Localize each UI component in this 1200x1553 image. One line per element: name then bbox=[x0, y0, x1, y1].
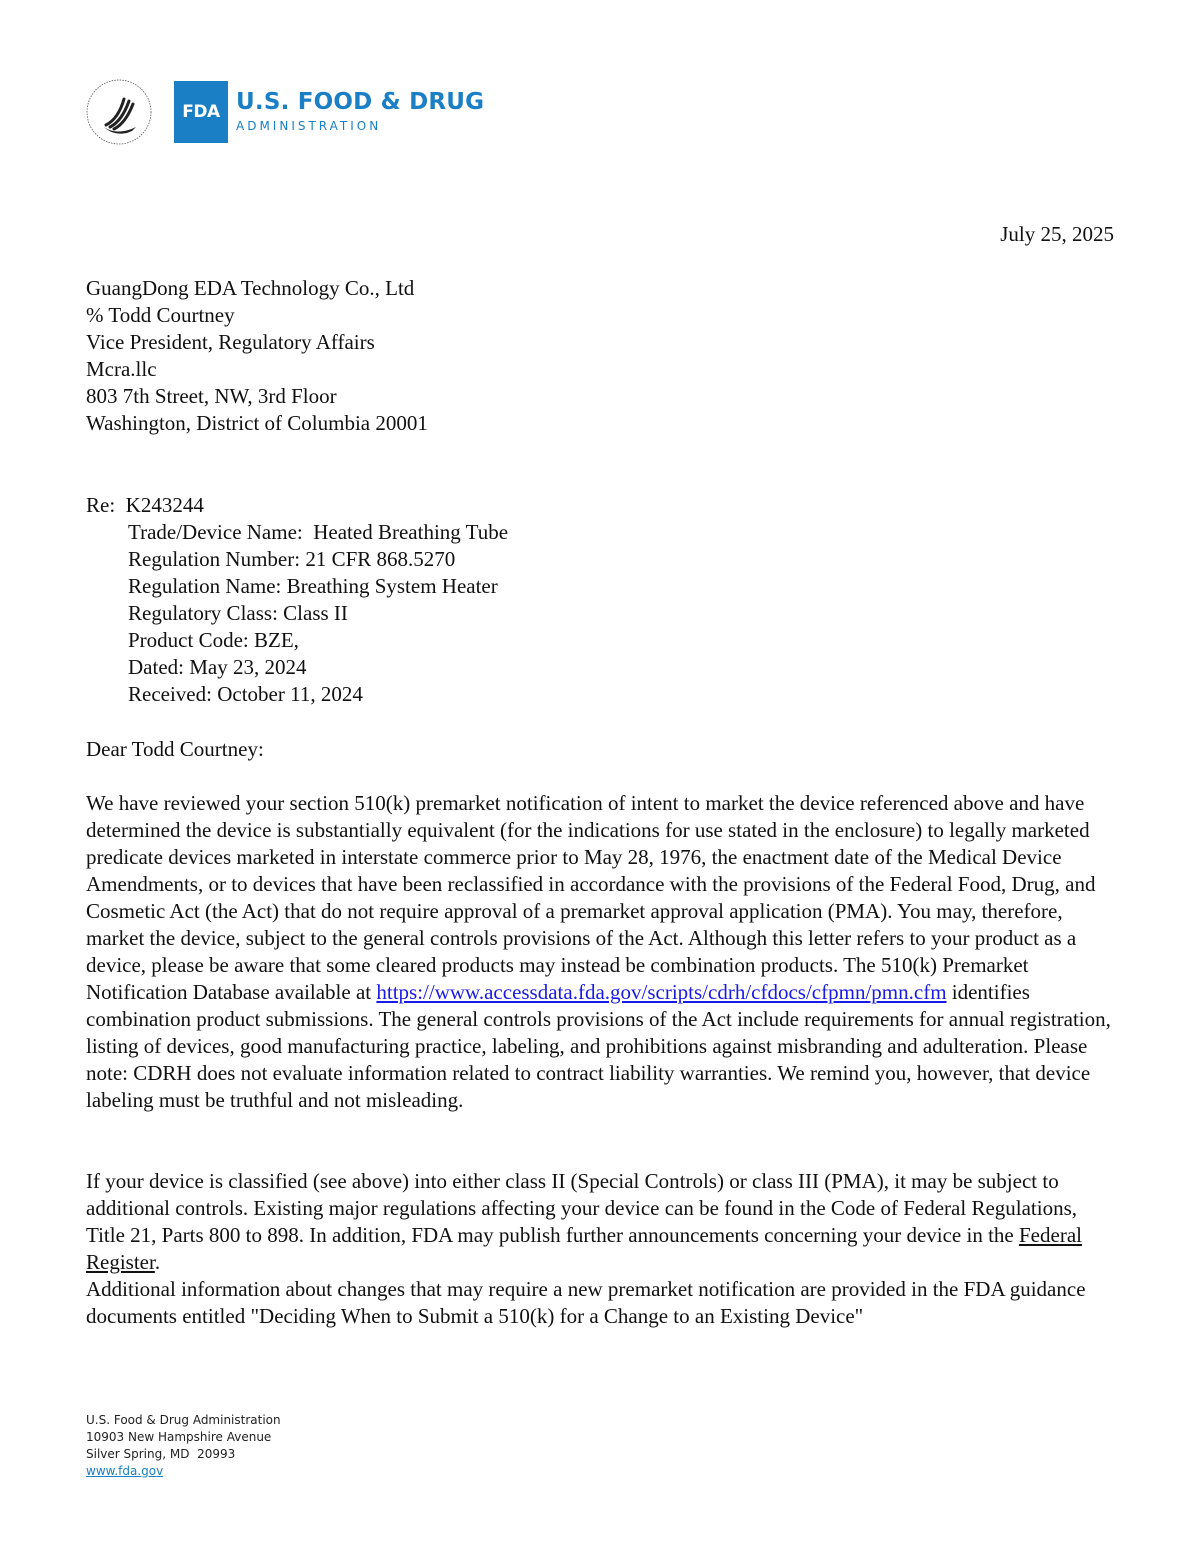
paragraph-additional-controls bbox=[86, 1168, 1118, 1276]
re-field-regulation-number bbox=[86, 546, 508, 573]
recipient-line: Washington, District of Columbia 20001 bbox=[86, 411, 428, 435]
re-number: K243244 bbox=[125, 493, 204, 517]
fda-wordmark bbox=[236, 89, 484, 135]
wordmark-line2: ADMINISTRATION bbox=[236, 119, 382, 133]
recipient-line: % Todd Courtney bbox=[86, 303, 235, 327]
footer-address bbox=[86, 1412, 281, 1480]
recipient-address bbox=[86, 275, 428, 437]
pmn-database-link[interactable]: https://www.accessdata.fda.gov/scripts/cdrh/cfdocs/cfpmn/pmn.cfm bbox=[376, 980, 947, 1004]
field-value: October 11, 2024 bbox=[217, 682, 363, 706]
field-label: Product Code: bbox=[128, 628, 249, 652]
re-field-trade-name bbox=[86, 519, 508, 546]
field-value: Heated Breathing Tube bbox=[313, 520, 509, 544]
re-field-regulatory-class bbox=[86, 600, 508, 627]
footer-city: Silver Spring, MD 20993 bbox=[86, 1447, 236, 1461]
footer-street: 10903 New Hampshire Avenue bbox=[86, 1430, 272, 1444]
paragraph-text: . bbox=[154, 1250, 161, 1274]
re-field-product-code bbox=[86, 627, 508, 654]
letterhead bbox=[84, 80, 484, 144]
paragraph-text: If your device is classified (see above) into either class II (Special Controls) or class III (PMA), it may be subject to additional controls. Existing major regulations affecting your device can be found in the Code of Federal Regulations, Title 21, Parts 800 to 898. In addition, FDA may publish further announcements concerning your device in the bbox=[86, 1169, 1078, 1247]
letter-date: July 25, 2025 bbox=[1000, 222, 1114, 246]
re-field-received bbox=[86, 681, 508, 708]
re-header bbox=[86, 492, 508, 519]
field-label: Trade/Device Name: bbox=[128, 520, 303, 544]
field-value: BZE, bbox=[254, 628, 299, 652]
re-block bbox=[86, 492, 508, 708]
federal-register-link[interactable]: Federal Register bbox=[86, 1223, 1082, 1274]
field-value: Class II bbox=[283, 601, 348, 625]
wordmark-line1: U.S. FOOD & DRUG bbox=[236, 89, 485, 115]
fda-website-link[interactable]: www.fda.gov bbox=[86, 1464, 164, 1478]
re-field-dated bbox=[86, 654, 508, 681]
salutation: Dear Todd Courtney: bbox=[86, 737, 264, 761]
paragraph-text: identifies combination product submissions. The general controls provisions of the Act include requirements for annual registration, listing of devices, good manufacturing practice, labeling, and prohibitions against misbranding and adulteration. Please note: CDRH does not evaluate information related to contract liability warranties. We remind you, however, that device labeling must be truthful and not misleading. bbox=[86, 980, 1111, 1112]
fda-logo-text: FDA bbox=[182, 102, 220, 122]
recipient-line: 803 7th Street, NW, 3rd Floor bbox=[86, 384, 337, 408]
re-label: Re: bbox=[86, 493, 116, 517]
hhs-seal-icon bbox=[84, 77, 154, 147]
field-label: Dated: bbox=[128, 655, 184, 679]
field-label: Regulatory Class: bbox=[128, 601, 278, 625]
paragraph-text: We have reviewed your section 510(k) premarket notification of intent to market the device referenced above and have determined the device is substantially equivalent (for the indications for use stated in the enclosure) to legally marketed predicate devices marketed in interstate commerce prior to May 28, 1976, the enactment date of the Medical Device Amendments, or to devices that have been reclassified in accordance with the provisions of the Federal Food, Drug, and Cosmetic Act (the Act) that do not require approval of a premarket approval application (PMA). You may, therefore, market the device, subject to the general controls provisions of the Act. Although this letter refers to your product as a device, please be aware that some cleared products may instead be combination products. The 510(k) Premarket Notification Database available at bbox=[86, 791, 1096, 1004]
field-value: 21 CFR 868.5270 bbox=[305, 547, 456, 571]
field-value: Breathing System Heater bbox=[286, 574, 498, 598]
field-label: Regulation Name: bbox=[128, 574, 282, 598]
recipient-line: GuangDong EDA Technology Co., Ltd bbox=[86, 276, 415, 300]
paragraph-determination bbox=[86, 790, 1118, 1114]
re-field-regulation-name bbox=[86, 573, 508, 600]
recipient-line: Vice President, Regulatory Affairs bbox=[86, 330, 375, 354]
fda-logo-box bbox=[174, 81, 228, 143]
field-value: May 23, 2024 bbox=[189, 655, 307, 679]
footer-org: U.S. Food & Drug Administration bbox=[86, 1413, 281, 1427]
field-label: Received: bbox=[128, 682, 212, 706]
paragraph-guidance: Additional information about changes that may require a new premarket notification are provided in the FDA guidance documents entitled "Deciding When to Submit a 510(k) for a Change to an Existing Device" bbox=[86, 1277, 1086, 1328]
field-label: Regulation Number: bbox=[128, 547, 301, 571]
recipient-line: Mcra.llc bbox=[86, 357, 157, 381]
